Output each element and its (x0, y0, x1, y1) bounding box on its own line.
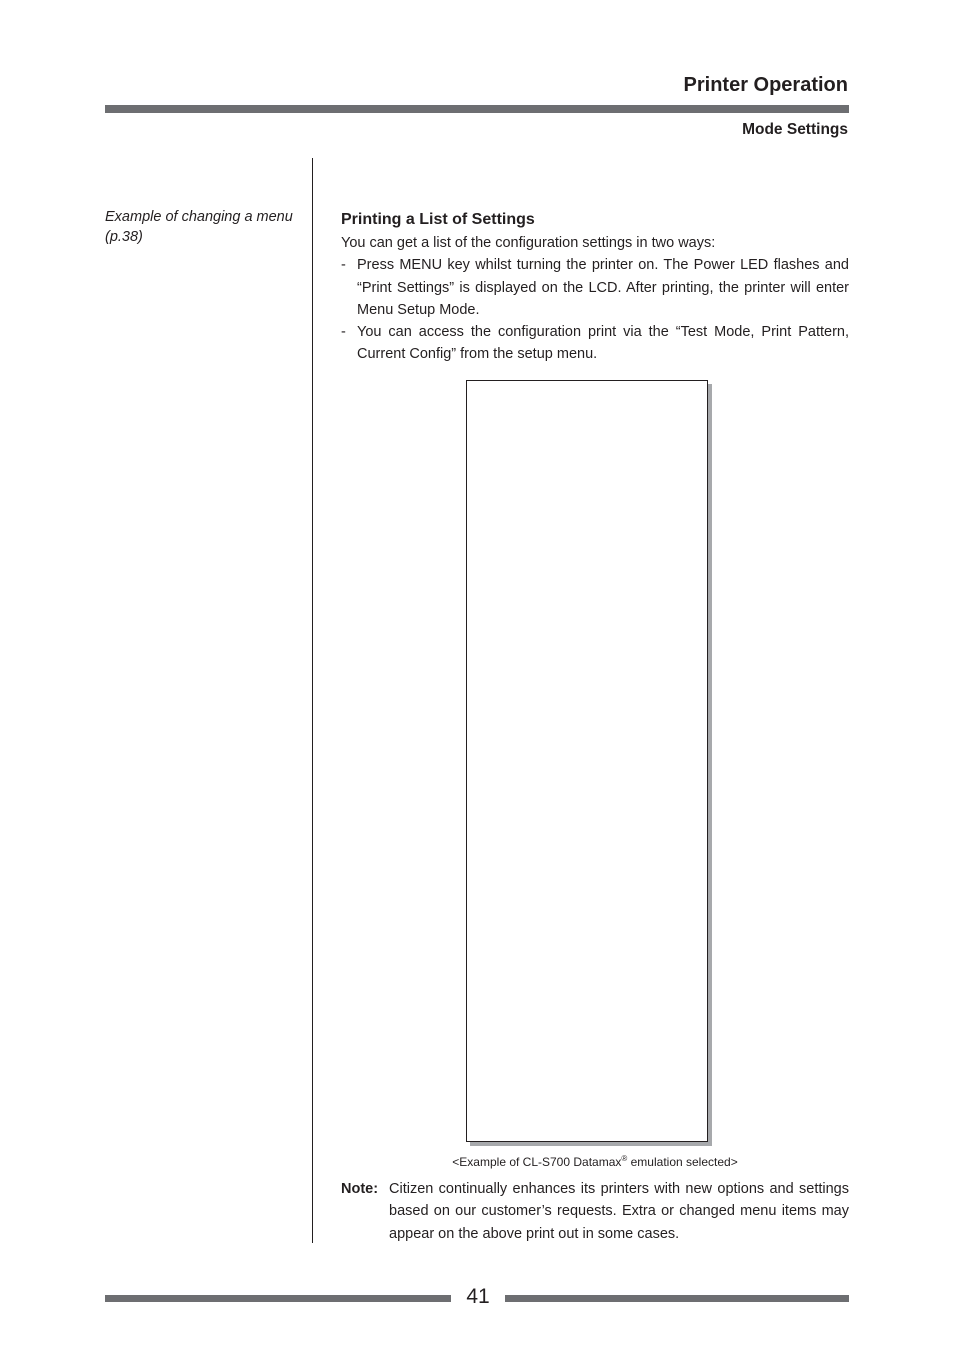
list-marker: - (341, 257, 346, 274)
main-content (341, 208, 849, 366)
registered-mark: ® (621, 1154, 628, 1163)
caption-suffix: emulation selected> (627, 1155, 738, 1169)
list-item-text: Press MENU key whilst turning the printer on. The Power LED flashes and “Print Settings” is displayed on the LCD. After printing, the printer will enter Menu Setup Mode. (357, 257, 849, 318)
intro-paragraph: You can get a list of the configuration settings in two ways: (341, 235, 716, 251)
note-block (341, 1178, 849, 1245)
header-rule (105, 105, 849, 113)
page-number: 41 (466, 1285, 490, 1308)
sidebar-cross-reference: Example of changing a menu (p.38) (105, 209, 293, 245)
chapter-title: Printer Operation (683, 74, 848, 96)
config-printout-image (466, 380, 708, 1142)
caption-prefix: <Example of CL-S700 Datamax (452, 1155, 622, 1169)
list-marker: - (341, 324, 346, 341)
figure-caption (341, 1154, 849, 1169)
section-title: Mode Settings (742, 121, 848, 138)
list-item-text: You can access the configuration print via the “Test Mode, Print Pattern, Current Config” from the setup menu. (357, 324, 849, 363)
note-label: Note: (341, 1181, 379, 1197)
list-item (341, 321, 849, 366)
note-text: Citizen continually enhances its printers with new options and settings based on our customer’s requests. Extra or changed menu items may appear on the above print out in some cases. (389, 1181, 849, 1242)
column-divider (312, 158, 313, 1243)
footer-rule-right (505, 1295, 849, 1302)
list-item (341, 254, 849, 321)
subsection-heading: Printing a List of Settings (341, 211, 535, 228)
footer-rule-left (105, 1295, 451, 1302)
